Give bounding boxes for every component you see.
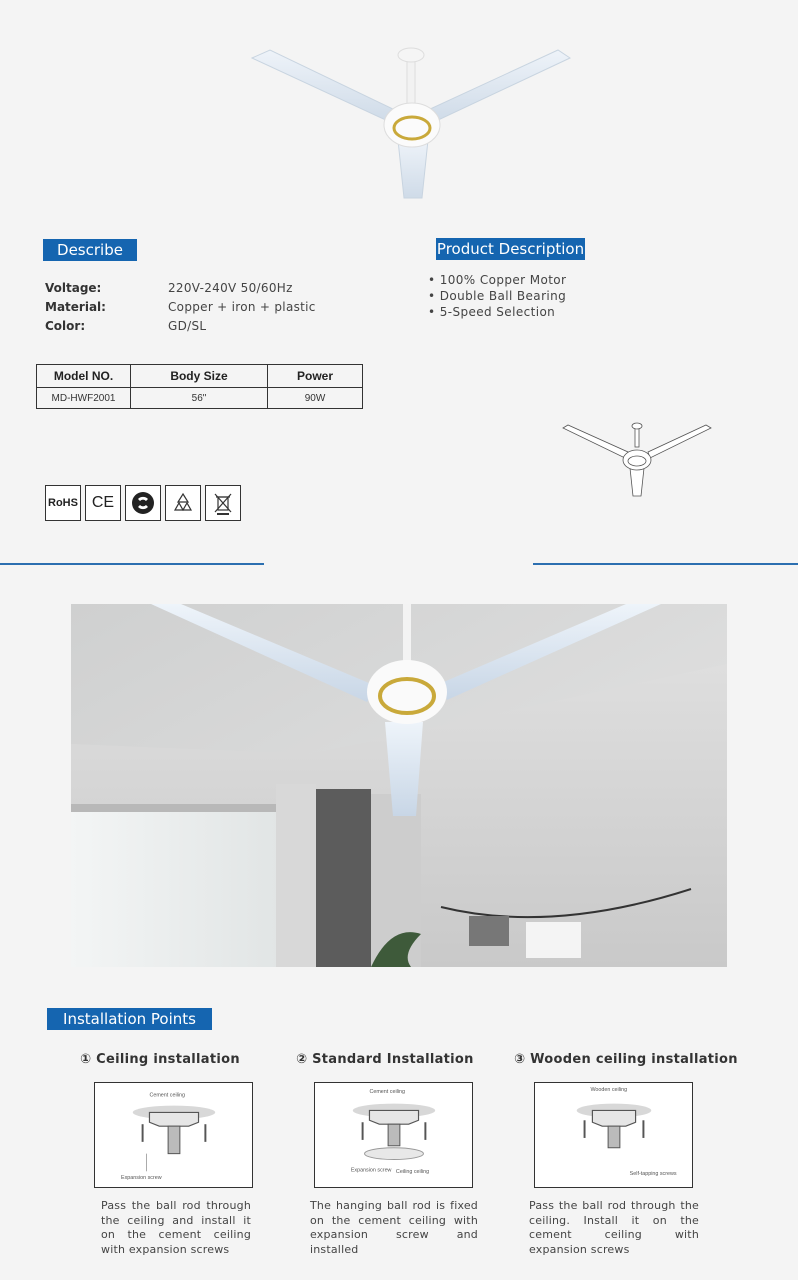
section-divider-right <box>533 563 798 565</box>
color-label: Color: <box>45 319 86 333</box>
spec-table <box>36 364 363 409</box>
bullet-speed-selection: • 5-Speed Selection <box>428 305 556 319</box>
material-label: Material: <box>45 300 106 314</box>
table-header: Model NO. <box>37 365 131 388</box>
product-description-badge: Product Description <box>436 240 585 258</box>
green-dot-icon <box>125 485 161 521</box>
table-cell: 56" <box>131 388 268 409</box>
ce-icon <box>85 485 121 521</box>
fan-line-drawing <box>560 420 715 500</box>
rohs-icon <box>45 485 81 521</box>
step-1-diagram <box>94 1082 253 1188</box>
step-1-description: Pass the ball rod through the ceiling and install it on the cement ceiling with expansion screws <box>101 1199 251 1256</box>
diagram-label: Ceiling ceiling <box>395 1169 430 1176</box>
weee-bin-icon <box>205 485 241 521</box>
step-1-title: ① Ceiling installation <box>80 1052 240 1067</box>
installation-points-badge: Installation Points <box>47 1008 212 1030</box>
step-2-diagram <box>314 1082 473 1188</box>
color-value: GD/SL <box>168 319 207 333</box>
recycle-icon <box>165 485 201 521</box>
step-2-description: The hanging ball rod is fixed on the cement ceiling with expansion screw and installed <box>310 1199 478 1256</box>
table-header-row <box>37 365 363 388</box>
voltage-label: Voltage: <box>45 281 102 295</box>
diagram-label: Cement ceiling <box>149 1092 186 1099</box>
bullet-ball-bearing: • Double Ball Bearing <box>428 289 567 303</box>
table-cell: MD-HWF2001 <box>37 388 131 409</box>
material-value: Copper + iron + plastic <box>168 300 316 314</box>
ce-text: CE <box>91 494 115 511</box>
diagram-label: Cement ceiling <box>369 1088 406 1095</box>
describe-badge: Describe <box>43 239 137 261</box>
section-divider-left <box>0 563 264 565</box>
diagram-label: Self-tapping screws <box>629 1171 677 1178</box>
diagram-label: Expansion screw <box>350 1167 392 1174</box>
table-header: Power <box>268 365 363 388</box>
table-cell: 90W <box>268 388 363 409</box>
step-3-description: Pass the ball rod through the ceiling. Install it on the cement ceiling with expansion screws <box>529 1199 699 1256</box>
step-2-title: ② Standard Installation <box>296 1052 474 1067</box>
table-header: Body Size <box>131 365 268 388</box>
step-3-title: ③ Wooden ceiling installation <box>514 1052 738 1067</box>
table-row <box>37 388 363 409</box>
diagram-label: Wooden ceiling <box>590 1086 628 1093</box>
diagram-label: Expansion screw <box>121 1175 162 1182</box>
hero-ceiling-fan-image <box>240 40 580 210</box>
rohs-text: RoHS <box>48 497 78 509</box>
step-3-diagram <box>534 1082 693 1188</box>
bullet-copper-motor: • 100% Copper Motor <box>428 273 567 287</box>
room-scene-photo <box>71 604 727 967</box>
voltage-value: 220V-240V 50/60Hz <box>168 281 293 295</box>
